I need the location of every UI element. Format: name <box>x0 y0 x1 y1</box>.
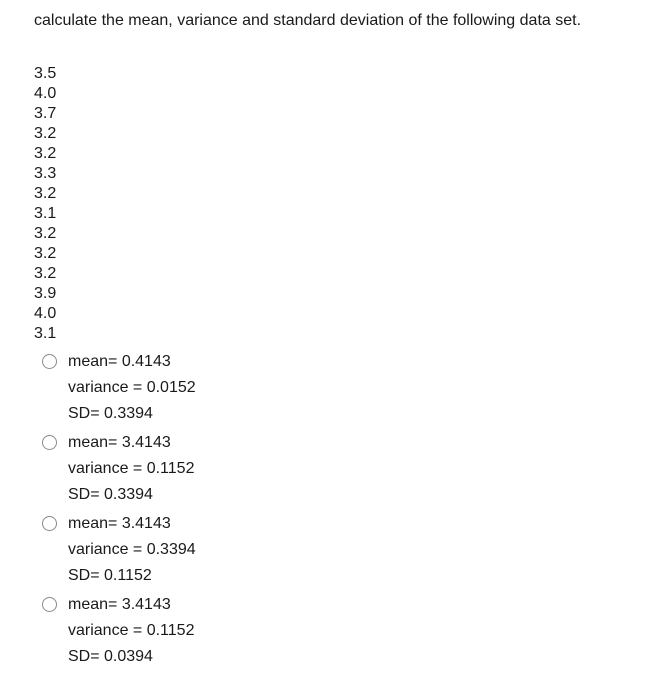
option-mean: mean= 3.4143 <box>68 515 171 532</box>
data-value: 3.2 <box>34 265 57 282</box>
option-text <box>68 349 196 427</box>
option-text <box>68 430 194 508</box>
data-value: 3.3 <box>34 165 57 182</box>
data-value: 3.2 <box>34 145 57 162</box>
option-sd: SD= 0.3394 <box>68 405 153 422</box>
option-variance: variance = 0.3394 <box>68 541 196 558</box>
data-value: 3.2 <box>34 125 57 142</box>
option-sd: SD= 0.0394 <box>68 648 153 665</box>
option-sd: SD= 0.3394 <box>68 486 153 503</box>
data-set-list <box>34 64 56 344</box>
radio-button[interactable] <box>42 354 57 369</box>
option-mean: mean= 0.4143 <box>68 353 171 370</box>
data-value: 3.2 <box>34 225 57 242</box>
option-variance: variance = 0.0152 <box>68 379 196 396</box>
data-value: 4.0 <box>34 85 57 102</box>
data-value: 3.2 <box>34 185 57 202</box>
data-value: 3.1 <box>34 205 57 222</box>
option-mean: mean= 3.4143 <box>68 434 171 451</box>
option-variance: variance = 0.1152 <box>68 622 195 639</box>
data-value: 3.9 <box>34 285 57 302</box>
data-value: 3.2 <box>34 245 57 262</box>
radio-button[interactable] <box>42 435 57 450</box>
option-sd: SD= 0.1152 <box>68 567 152 584</box>
data-value: 3.7 <box>34 105 57 122</box>
radio-button[interactable] <box>42 597 57 612</box>
option-variance: variance = 0.1152 <box>68 460 195 477</box>
question-text: calculate the mean, variance and standard deviation of the following data set. <box>34 12 582 29</box>
data-value: 3.1 <box>34 325 57 342</box>
radio-button[interactable] <box>42 516 57 531</box>
option-text <box>68 592 194 670</box>
option-mean: mean= 3.4143 <box>68 596 171 613</box>
data-value: 3.5 <box>34 65 57 82</box>
data-value: 4.0 <box>34 305 57 322</box>
option-text <box>68 511 196 589</box>
